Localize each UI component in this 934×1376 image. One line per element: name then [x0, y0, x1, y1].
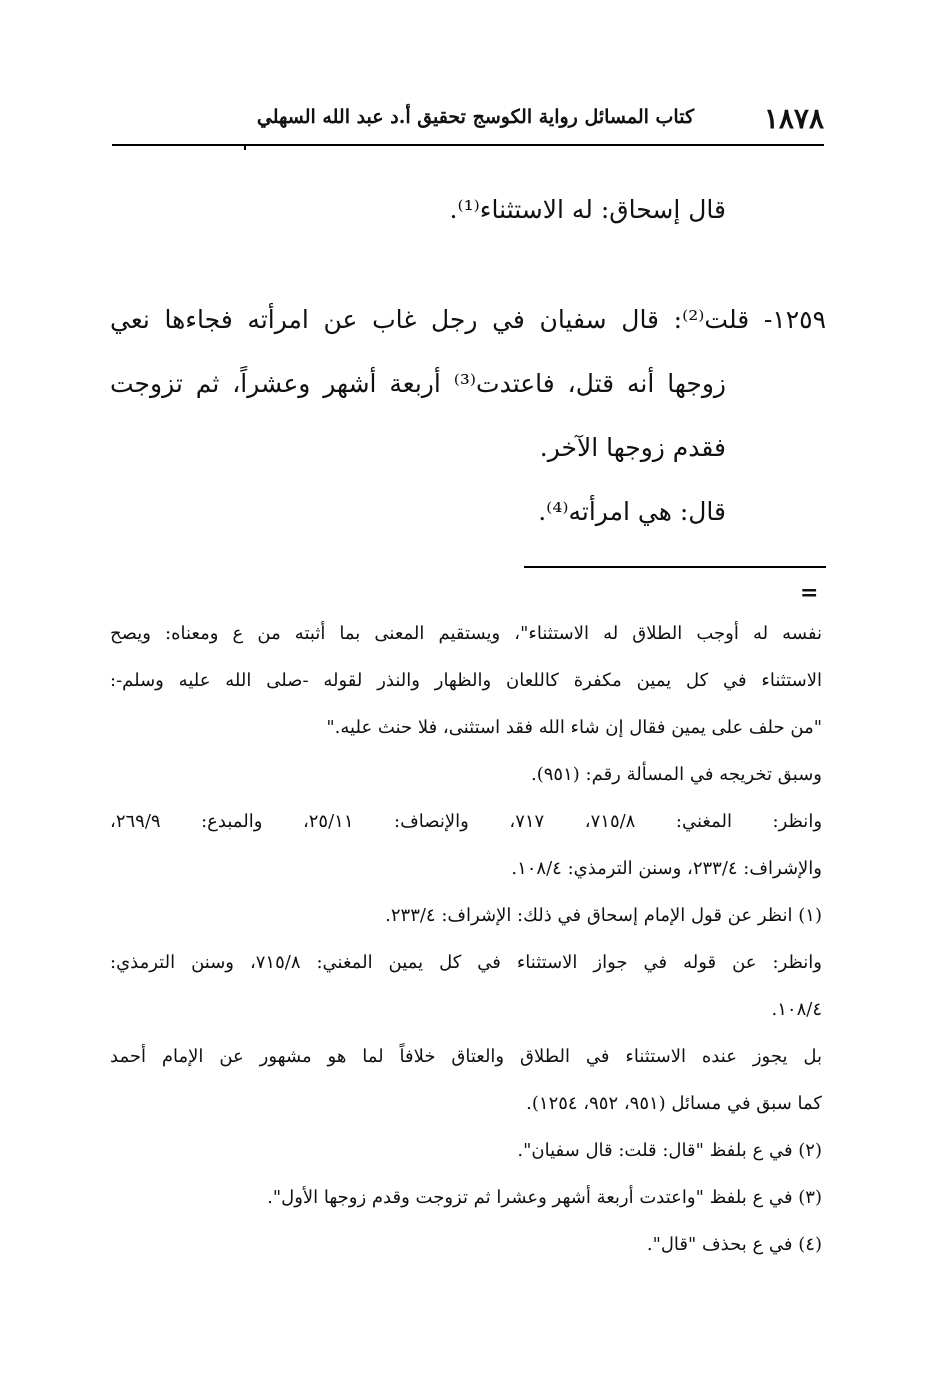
footnote-line: الاستثناء في كل يمين مكفرة كاللعان والظهار والنذر لقوله -صلى الله عليه وسلم-: — [110, 670, 822, 691]
footnote-line: كما سبق في مسائل (٩٥١، ٩٥٢، ١٢٥٤). — [526, 1093, 822, 1114]
issue-line-2: زوجها أنه قتل، فاعتدت⁽³⁾ أربعة أشهر وعشراً، ثم تزوجت — [110, 369, 726, 398]
footnote-separator — [524, 566, 826, 568]
footnote-line: نفسه له أوجب الطلاق له الاستثناء"، ويستقيم المعنى بما أثبته من ع ومعناه: ويصح — [110, 623, 822, 644]
footnote-line: "من حلف على يمين فقال إن شاء الله فقد استثنى، فلا حنث عليه." — [326, 717, 822, 738]
footnotes — [110, 610, 822, 1268]
page-number: ١٨٧٨ — [763, 102, 824, 135]
issue-answer: قال: هي امرأته⁽⁴⁾. — [538, 497, 726, 526]
running-title: كتاب المسائل رواية الكوسج تحقيق أ.د عبد الله السهلي — [256, 106, 694, 128]
continuation-mark: = — [800, 580, 819, 606]
footnote-line: بل يجوز عنده الاستثناء في الطلاق والعتاق خلافاً لما هو مشهور عن الإمام أحمد — [110, 1046, 822, 1067]
footnote-4: (٤) في ع بحذف "قال". — [646, 1234, 822, 1255]
issue-line-1: ١٢٥٩- قلت⁽²⁾: قال سفيان في رجل غاب عن امرأته فجاءها نعي — [110, 305, 826, 334]
header-rule — [112, 144, 824, 146]
issue-line-3: فقدم زوجها الآخر. — [539, 433, 726, 462]
footnote-1: (١) انظر عن قول الإمام إسحاق في ذلك: الإشراف: ٢٣٣/٤. — [385, 905, 822, 926]
footnote-line: وسبق تخريجه في المسألة رقم: (٩٥١). — [531, 764, 822, 785]
footnote-line: وانظر: المغني: ٧١٥/٨، ٧١٧، والإنصاف: ٢٥/١١، والمبدع: ٢٦٩/٩، — [110, 811, 823, 832]
ishaq-statement: قال إسحاق: له الاستثناء⁽¹⁾. — [449, 195, 726, 224]
issue-1259 — [110, 288, 826, 544]
page-header — [112, 102, 824, 138]
footnote-2: (٢) في ع بلفظ "قال: قلت: قال سفيان". — [517, 1140, 822, 1161]
footnote-line: والإشراف: ٢٣٣/٤، وسنن الترمذي: ١٠٨/٤. — [511, 858, 822, 879]
header-rule-tick — [244, 144, 246, 150]
footnote-3: (٣) في ع بلفظ "واعتدت أربعة أشهر وعشرا ثم تزوجت وقدم زوجها الأول". — [267, 1187, 822, 1208]
footnote-line: وانظر: عن قوله في جواز الاستثناء في كل يمين المغني: ٧١٥/٨، وسنن الترمذي: — [110, 952, 822, 973]
footnote-line: ١٠٨/٤. — [771, 999, 822, 1020]
